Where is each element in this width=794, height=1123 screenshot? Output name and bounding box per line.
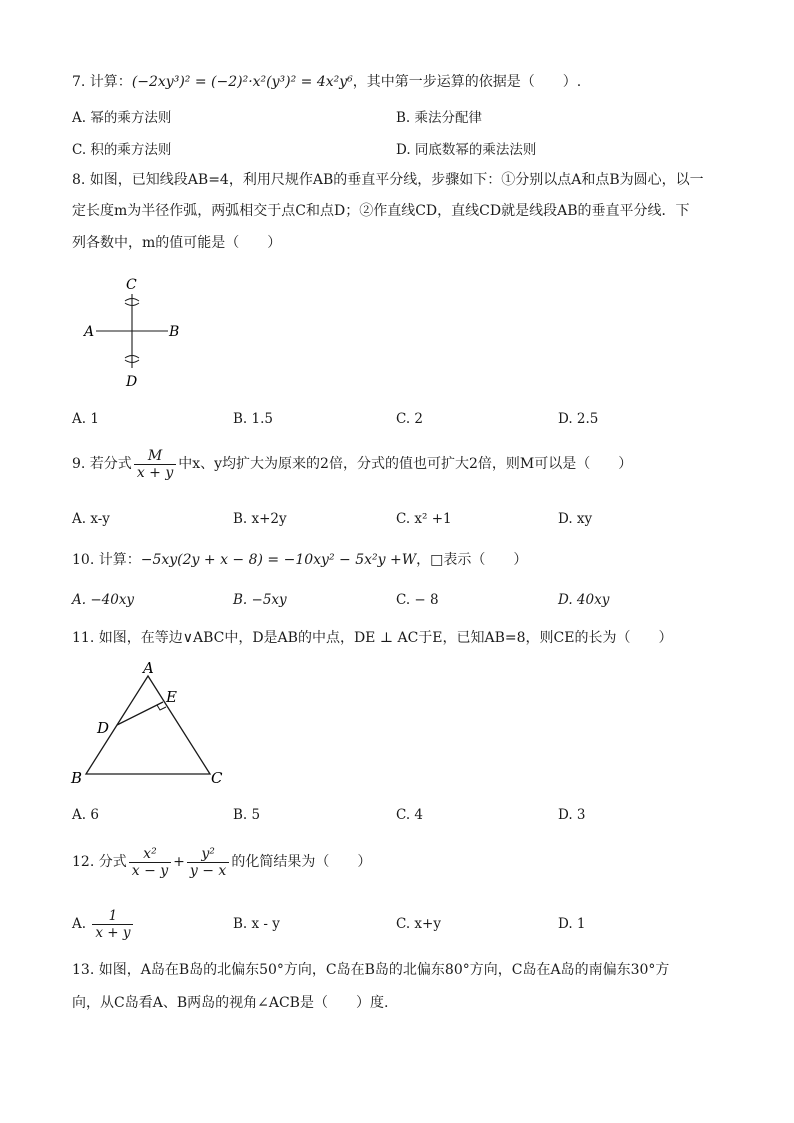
q10-label: 10. 计算： [72, 552, 141, 568]
q10-stem [72, 550, 527, 570]
q10-option-b: B. −5xy [233, 592, 287, 608]
q12-f2-den: y − x [189, 862, 227, 879]
q8-label-b: B [169, 324, 180, 340]
q9-option-b: B. x+2y [233, 511, 287, 527]
q12-fraction-2 [187, 846, 229, 879]
q9-fraction [134, 448, 176, 481]
q12-label: 12. 分式 [72, 854, 127, 870]
q9-option-a: A. x-y [72, 511, 110, 527]
q8-option-b: B. 1.5 [233, 411, 273, 427]
q10-stem-post: ，□表示（ ） [416, 552, 528, 568]
q7-stem-post: ，其中第一步运算的依据是（ ）. [352, 74, 582, 90]
q12-fraction-1 [129, 846, 171, 879]
q12-option-a-fraction [92, 908, 133, 941]
q13-line-2: 向，从C岛看A、B两岛的视角∠ACB是（ ）度. [72, 995, 389, 1011]
q9-label: 9. 若分式 [72, 456, 132, 472]
q11-label-d: D [97, 719, 110, 737]
q12-option-a [72, 904, 135, 944]
q12-f2-num: y² [187, 846, 229, 863]
q11-label-c: C [211, 769, 223, 787]
q7-formula: (−2xy³)² = (−2)²·x²(y³)² = 4x²y⁶ [131, 74, 353, 90]
q7-option-a: A. 幂的乘方法则 [72, 110, 172, 126]
q9-frac-den: x + y [136, 464, 174, 481]
q11-option-b: B. 5 [233, 807, 261, 823]
q11-stem: 11. 如图，在等边∨ABC中，D是AB的中点，DE ⊥ AC于E，已知AB=8，则CE的长为（ ） [72, 630, 673, 646]
q10-formula: −5xy(2y + x − 8) = −10xy² − 5x²y +W [140, 552, 417, 568]
q8-label-d: D [126, 374, 138, 390]
q7-option-b: B. 乘法分配律 [396, 110, 483, 126]
q11-label-b: B [71, 769, 83, 787]
q10-option-d: D. 40xy [558, 592, 610, 608]
q8-figure [80, 272, 190, 392]
q8-line-3: 列各数中，m的值可能是（ ） [72, 235, 282, 251]
q12-f1-den: x − y [131, 862, 169, 879]
q8-option-a: A. 1 [72, 411, 99, 427]
q12-option-a-label: A. [72, 916, 87, 932]
q8-option-d: D. 2.5 [558, 411, 599, 427]
q9-option-d: D. xy [558, 511, 593, 527]
q12-stem-post: 的化简结果为（ ） [231, 854, 372, 870]
q11-label-e: E [166, 688, 177, 706]
q7-option-c: C. 积的乘方法则 [72, 142, 172, 158]
q8-label-c: C [126, 277, 137, 293]
q12-option-a-den: x + y [95, 925, 131, 941]
q7-label: 7. 计算： [72, 74, 132, 90]
q11-label-a: A [143, 659, 154, 677]
q10-option-a: A. −40xy [72, 592, 135, 608]
q11-option-a: A. 6 [72, 807, 99, 823]
q10-option-c: C. − 8 [396, 592, 439, 608]
q9-stem [72, 444, 632, 484]
q7-stem [72, 72, 581, 92]
q8-label-a: A [84, 324, 95, 340]
q8-line-1: 8. 如图，已知线段AB=4，利用尺规作AB的垂直平分线，步骤如下：①分别以点A和点B为圆心，以一 [72, 172, 704, 188]
q12-f1-num: x² [129, 846, 171, 863]
q11-option-d: D. 3 [558, 807, 586, 823]
q8-option-c: C. 2 [396, 411, 424, 427]
q7-option-d: D. 同底数幂的乘法法则 [396, 142, 537, 158]
q13-line-1: 13. 如图，A岛在B岛的北偏东50°方向，C岛在B岛的北偏东80°方向，C岛在A岛的南偏东30°方 [72, 962, 670, 978]
q9-stem-post: 中x、y均扩大为原来的2倍，分式的值也可扩大2倍，则M可以是（ ） [178, 456, 633, 472]
q8-line-2: 定长度m为半径作弧，两弧相交于点C和点D；②作直线CD，直线CD就是线段AB的垂直平分线．下 [72, 203, 690, 219]
q11-figure [66, 656, 236, 792]
q12-option-b: B. x - y [233, 916, 280, 932]
q9-option-c: C. x² +1 [396, 511, 452, 527]
q12-option-a-num: 1 [92, 908, 133, 925]
q11-option-c: C. 4 [396, 807, 424, 823]
q12-option-c: C. x+y [396, 916, 441, 932]
right-angle-mark [157, 705, 166, 710]
q12-option-d: D. 1 [558, 916, 586, 932]
q9-frac-num: M [134, 448, 176, 465]
q12-stem [72, 842, 371, 882]
q12-plus: + [173, 854, 185, 870]
